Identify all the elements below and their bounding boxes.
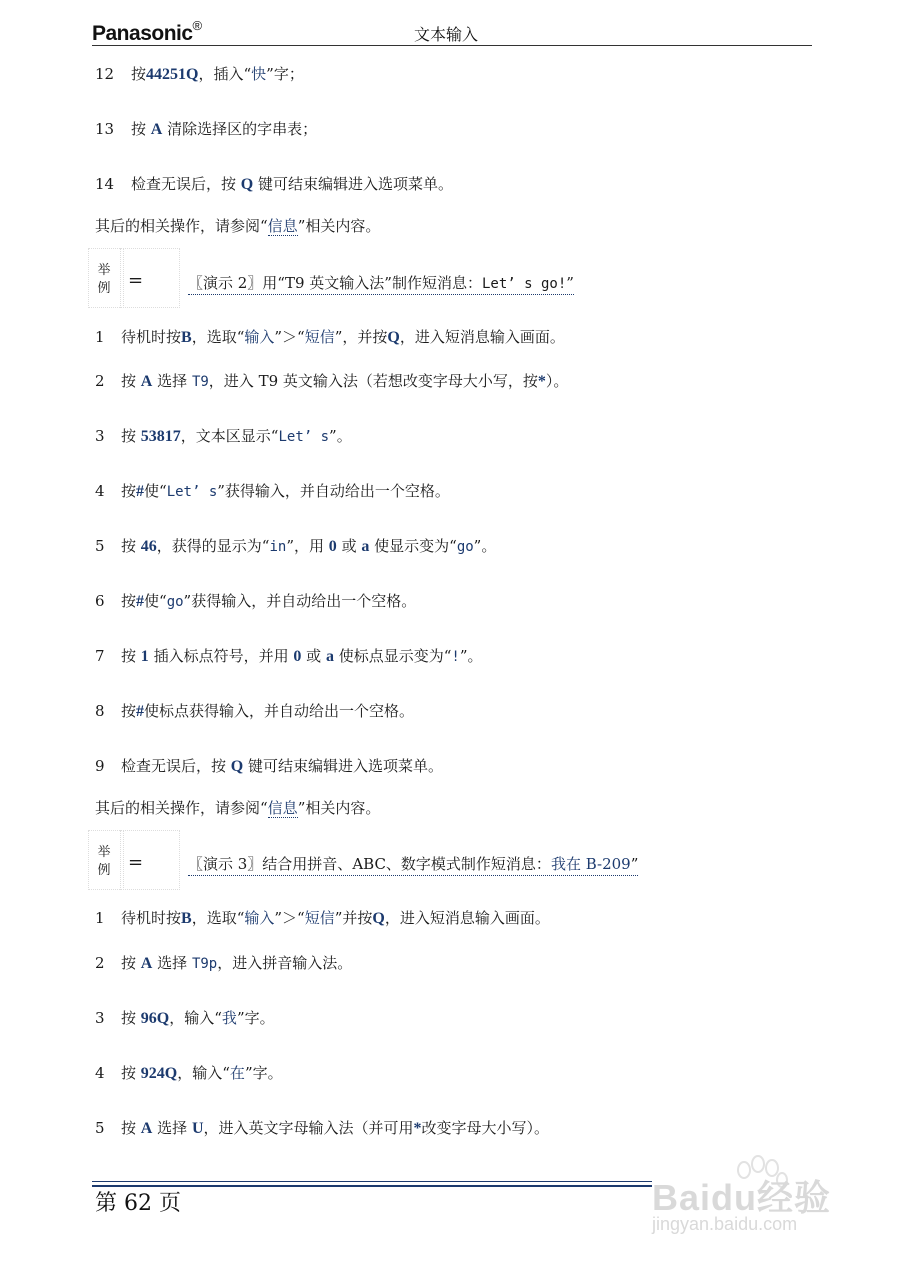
example-tag: 举例	[97, 263, 111, 296]
step-line: 8 按#使标点获得输入，并自动给出一个空格。	[95, 702, 415, 720]
step-line: 3 按 53817，文本区显示“Let’ s”。	[95, 427, 352, 445]
step-line: 1 待机时按B，选取“输入”＞“短信”并按Q，进入短消息输入画面。	[95, 909, 550, 927]
step-line: 7 按 1 插入标点符号，并用 0 或 a 使标点显示变为“!”。	[95, 647, 483, 665]
see-also-text: 其后的相关操作，请参阅“信息”相关内容。	[95, 217, 381, 235]
example-2-title: 〖演示 2〗用“T9 英文输入法”制作短消息：Let’ s go!”	[188, 272, 574, 295]
step-line: 3 按 96Q，输入“我”字。	[95, 1009, 275, 1027]
step-line: 5 按 A 选择 U，进入英文字母输入法（并可用*改变字母大小写）。	[95, 1119, 550, 1137]
example-tag: 举例	[97, 845, 111, 878]
footer-rule	[92, 1181, 652, 1182]
watermark-brand: Baidu经验	[652, 1177, 832, 1218]
header-rule	[92, 45, 812, 46]
info-link[interactable]: 信息	[267, 217, 298, 235]
info-link[interactable]: 信息	[267, 799, 298, 817]
see-also-text: 其后的相关操作，请参阅“信息”相关内容。	[95, 799, 381, 817]
step-line: 2 按 A 选择 T9，进入 T9 英文输入法（若想改变字母大小写，按*）。	[95, 372, 569, 390]
step-line: 12 按44251Q，插入“快”字；	[95, 65, 304, 83]
example-equals: =	[128, 852, 144, 873]
example-3-title: 〖演示 3〗结合用拼音、ABC、数字模式制作短消息：我在 B-209”	[188, 853, 638, 876]
step-line: 6 按#使“go”获得输入，并自动给出一个空格。	[95, 592, 417, 610]
page-number: 第 62 页	[95, 1191, 181, 1216]
step-line: 9 检查无误后，按 Q 键可结束编辑进入选项菜单。	[95, 757, 444, 775]
page-header-title: 文本输入	[414, 25, 479, 44]
step-line: 4 按#使“Let’ s”获得输入，并自动给出一个空格。	[95, 482, 450, 500]
example-equals: =	[128, 270, 144, 291]
step-line: 2 按 A 选择 T9p，进入拼音输入法。	[95, 954, 353, 972]
watermark-url: jingyan.baidu.com	[652, 1214, 798, 1234]
brand-logo: Panasonic®	[92, 18, 202, 45]
step-line: 5 按 46，获得的显示为“in”，用 0 或 a 使显示变为“go”。	[95, 537, 497, 555]
step-line: 13 按 A 清除选择区的字串表；	[95, 120, 318, 138]
step-line: 14 检查无误后，按 Q 键可结束编辑进入选项菜单。	[95, 175, 454, 193]
step-line: 4 按 924Q，输入“在”字。	[95, 1064, 283, 1082]
step-line: 1 待机时按B，选取“输入”＞“短信”，并按Q，进入短消息输入画面。	[95, 328, 565, 346]
